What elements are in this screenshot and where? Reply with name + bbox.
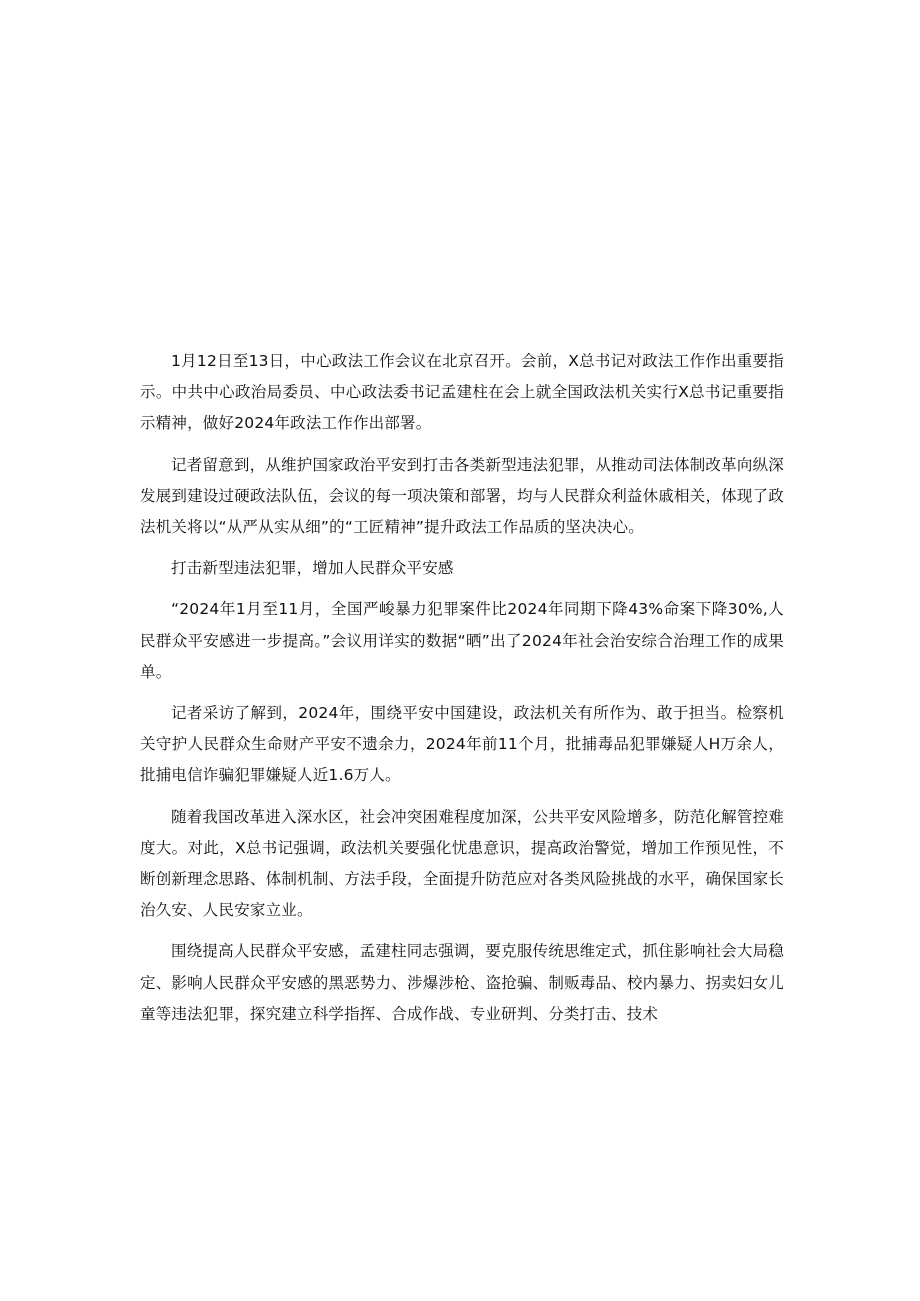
section-heading: 打击新型违法犯罪，增加人民群众平安感 [171,559,454,578]
paragraph-public-safety: 围绕提高人民群众平安感，孟建柱同志强调，要克服传统思维定式，抓住影响社会大局稳定、影响人民群众平安感的黑恶势力、涉爆涉枪、盗抢骗、制贩毒品、校内暴力、拐卖妇女儿童等违法犯罪，探究建立科学指挥、合成作战、专业研判、分类打击、技术 [140,942,784,1023]
paragraph-crime-statistics: “2024年1月至11月，全国严峻暴力犯罪案件比2024年同期下降43%命案下降30%,人民群众平安感进一步提高。”会议用详实的数据“晒”出了2024年社会治安综合治理工作的成果单。 [140,600,784,681]
paragraph-risk-prevention: 随着我国改革进入深水区，社会冲突困难程度加深，公共平安风险增多，防范化解管控难度大。对此，X总书记强调，政法机关要强化忧患意识，提高政治警觉，增加工作预见性，不断创新理念思路、体制机制、方法手段，全面提升防范应对各类风险挑战的水平，确保国家长治久安、人民安家立业。 [140,807,784,920]
paragraph-procuratorate: 记者采访了解到，2024年，围绕平安中国建设，政法机关有所作为、敢于担当。检察机关守护人民群众生命财产平安不遗余力，2024年前11个月，批捕毒品犯罪嫌疑人H万余人，批捕电信诈骗犯罪嫌疑人近1.6万人。 [140,704,784,785]
paragraph-reporter-observation: 记者留意到，从维护国家政治平安到打击各类新型违法犯罪，从推动司法体制改革向纵深发展到建设过硬政法队伍，会议的每一项决策和部署，均与人民群众利益休戚相关，体现了政法机关将以“从严从实从细”的“工匠精神”提升政法工作品质的坚决决心。 [140,455,784,537]
article-body [140,346,784,1040]
paragraph-meeting-intro: 1月12日至13日，中心政法工作会议在北京召开。会前，X总书记对政法工作作出重要指示。中共中心政治局委员、中心政法委书记孟建柱在会上就全国政法机关实行X总书记重要指示精神，做好2024年政法工作作出部署。 [140,352,784,433]
